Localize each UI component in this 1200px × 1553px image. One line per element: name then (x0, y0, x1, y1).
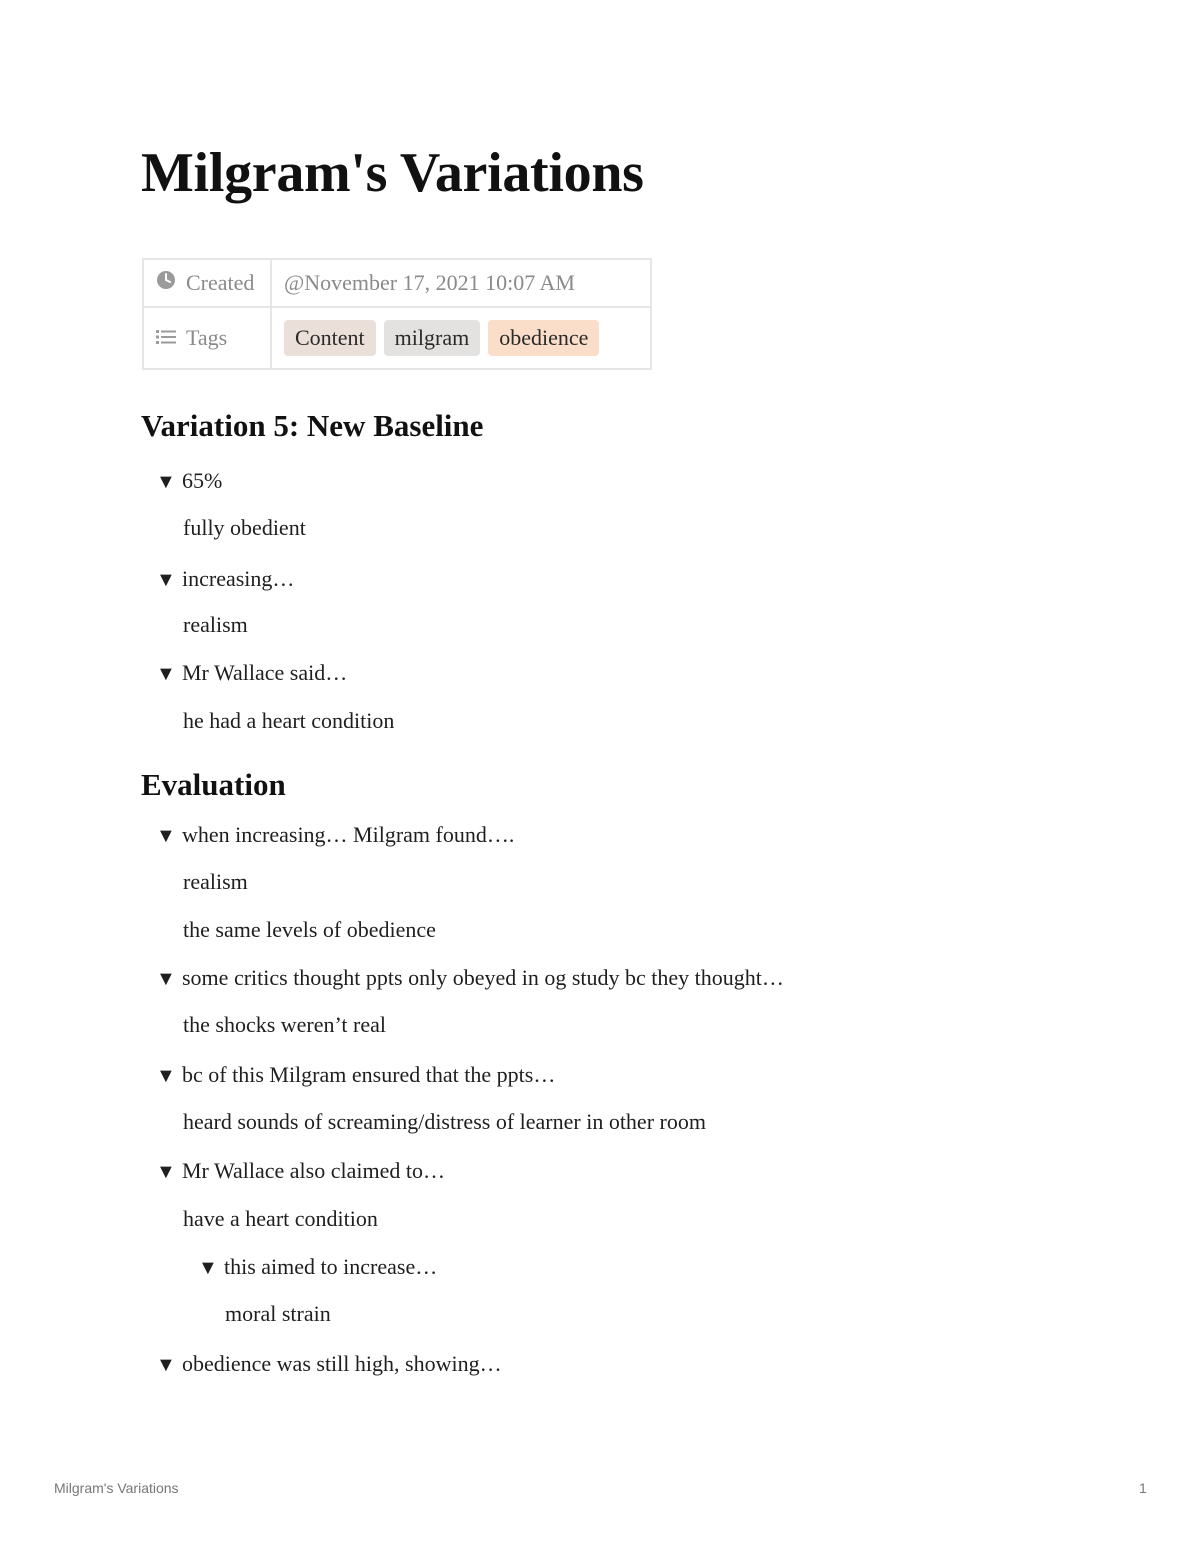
toggle-answer: moral strain (225, 1301, 331, 1326)
tag-content[interactable]: Content (284, 320, 376, 356)
toggle-answer: have a heart condition (183, 1206, 378, 1231)
tag-obedience[interactable]: obedience (488, 320, 599, 356)
triangle-down-icon[interactable]: ▼ (156, 569, 176, 591)
toggle-item[interactable] (156, 566, 294, 593)
toggle-answer: he had a heart condition (183, 708, 395, 733)
footer-document-title: Milgram's Variations (54, 1480, 179, 1496)
triangle-down-icon[interactable]: ▼ (156, 825, 176, 847)
toggle-answer: fully obedient (183, 515, 306, 540)
toggle-summary: Mr Wallace also claimed to… (182, 1158, 445, 1183)
created-date[interactable]: @November 17, 2021 10:07 AM (284, 270, 575, 295)
toggle-answer: heard sounds of screaming/distress of learner in other room (183, 1109, 706, 1134)
property-value-tags[interactable] (271, 307, 651, 369)
toggle-summary: this aimed to increase… (224, 1254, 438, 1279)
section-heading: Variation 5: New Baseline (141, 408, 484, 443)
triangle-down-icon[interactable]: ▼ (156, 471, 176, 493)
clock-icon (156, 270, 176, 296)
toggle-answer: the shocks weren’t real (183, 1012, 387, 1037)
toggle-item[interactable] (156, 660, 347, 687)
page-title: Milgram's Variations (141, 142, 644, 204)
tag-milgram[interactable]: milgram (384, 320, 481, 356)
created-label: Created (186, 270, 255, 295)
toggle-item[interactable] (156, 1158, 445, 1185)
toggle-summary: when increasing… Milgram found…. (182, 822, 515, 847)
toggle-answer: realism (183, 612, 248, 637)
triangle-down-icon[interactable]: ▼ (198, 1257, 218, 1279)
triangle-down-icon[interactable]: ▼ (156, 968, 176, 990)
triangle-down-icon[interactable]: ▼ (156, 1354, 176, 1376)
toggle-summary: some critics thought ppts only obeyed in og study bc they thought… (182, 965, 784, 990)
section-heading: Evaluation (141, 767, 286, 802)
nested-toggle-item[interactable] (198, 1254, 437, 1281)
toggle-item[interactable] (156, 1351, 502, 1378)
property-key-created (143, 259, 271, 307)
list-icon (156, 325, 176, 351)
triangle-down-icon[interactable]: ▼ (156, 1065, 176, 1087)
toggle-item[interactable] (156, 965, 784, 992)
toggle-item[interactable] (156, 468, 222, 495)
triangle-down-icon[interactable]: ▼ (156, 1161, 176, 1183)
toggle-summary: 65% (182, 468, 223, 493)
tags-label: Tags (186, 325, 228, 350)
toggle-item[interactable] (156, 1062, 555, 1089)
properties-table (142, 258, 652, 370)
property-row-created (143, 259, 651, 307)
toggle-answer: realism (183, 869, 248, 894)
toggle-answer: the same levels of obedience (183, 917, 436, 942)
property-row-tags (143, 307, 651, 369)
property-key-tags (143, 307, 271, 369)
toggle-summary: obedience was still high, showing… (182, 1351, 502, 1376)
page-number: 1 (1139, 1480, 1147, 1496)
toggle-item[interactable] (156, 822, 514, 849)
toggle-summary: Mr Wallace said… (182, 660, 348, 685)
property-value-created[interactable] (271, 259, 651, 307)
toggle-summary: increasing… (182, 566, 295, 591)
toggle-summary: bc of this Milgram ensured that the ppts… (182, 1062, 556, 1087)
triangle-down-icon[interactable]: ▼ (156, 663, 176, 685)
